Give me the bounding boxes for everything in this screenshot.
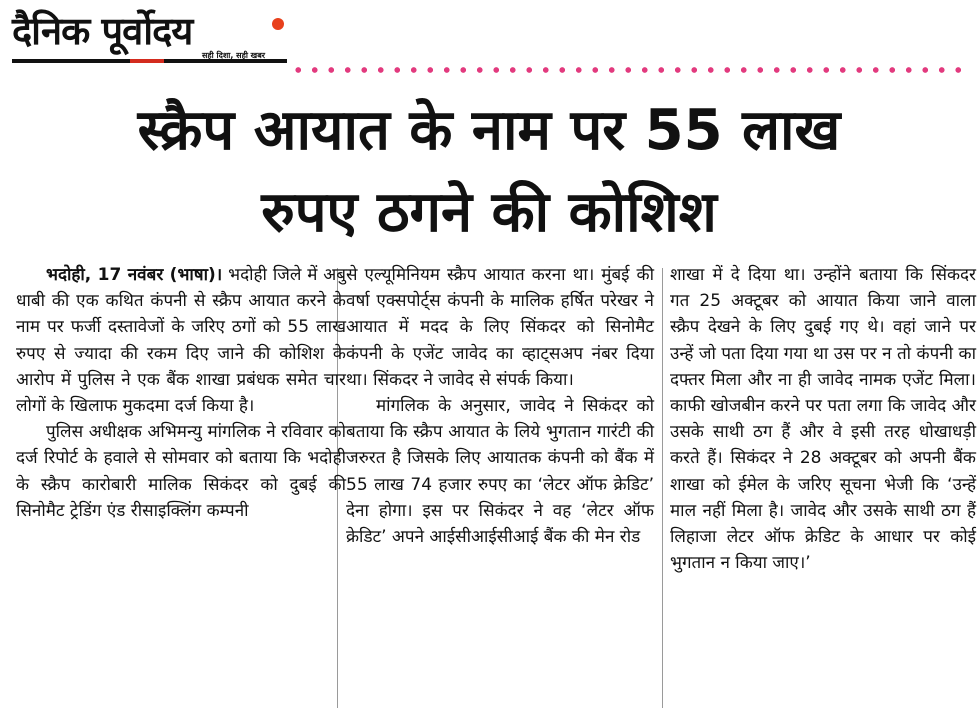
- article-column-1: [16, 262, 346, 524]
- article-column-3: [670, 262, 976, 576]
- article-paragraph: शाखा में दे दिया था। उन्होंने बताया कि सिंकदर गत 25 अक्टूबर को आयात किया जाने वाला स्क्रैप देखने के लिए दुबई गए थे। वहां जाने पर उन्हें जो पता दिया गया था उस पर न तो कंपनी का दफ्तर मिला और ना ही जावेद नामक एजेंट मिला। काफी खोजबीन करने पर पता लगा कि जावेद और उसके साथी ठग हैं और वे इसी तरह धोखाधड़ी करते हैं। सिकंदर ने 28 अक्टूबर को अपनी बैंक शाखा को ईमेल के जरिए सूचना भेजी कि ‘उन्हें माल नहीं मिला है। जावेद और उसके साथी ठग हैं लिहाजा लेटर ऑफ क्रेडिट के आधार पर कोई भुगतान न किया जाए।’: [670, 265, 976, 574]
- article-paragraph: [16, 262, 346, 419]
- headline-line-2: रुपए ठगने की कोशिश: [261, 180, 717, 245]
- newspaper-logo: दैनिक पूर्वोदय: [12, 9, 193, 53]
- article-paragraph: मांगलिक के अनुसार, जावेद ने सिकंदर को बताया कि स्क्रैप आयात के लिये भुगतान गारंटी की जरुरत है जिसके लिए आयातक कंपनी को बैंक में 55 लाख 74 हजार रुपए का ‘लेटर ऑफ क्रेडिट’ देना होगा। इस पर सिकंदर ने वह ‘लेटर ऑफ क्रेडिट’ अपने आईसीआईसीआई बैंक की मेन रोड: [346, 396, 654, 548]
- headline: [0, 90, 978, 254]
- logo-red-accent: [130, 59, 164, 63]
- column-divider: [662, 268, 663, 708]
- article-paragraph: पुलिस अधीक्षक अभिमन्यु मांगलिक ने रविवार को दर्ज रिपोर्ट के हवाले से सोमवार को बताया कि भदोही के स्क्रैप कारोबारी मालिक सिकंदर को दुबई की सिनोमैट ट्रेडिंग एंड रीसाइक्लिंग कम्पनी: [16, 422, 346, 521]
- masthead: [12, 6, 287, 72]
- paragraph-text: भदोही जिले में अबु धाबी की एक कथित कंपनी से स्क्रैप आयात करने के नाम पर फर्जी दस्तावेजों के जरिए ठगों को 55 लाख रुपए से ज्यादा की रकम दिए जाने की कोशिश के आरोप में पुलिस ने एक बैंक शाखा प्रबंधक समेत चार लोगों के खिलाफ मुकदमा दर्ज किया है।: [16, 265, 346, 417]
- dateline: भदोही, 17 नवंबर (भाषा)।: [46, 265, 223, 285]
- logo-dot-icon: [272, 18, 284, 30]
- tagline: सही दिशा, सही खबर: [202, 51, 266, 60]
- dotted-divider: [290, 66, 970, 74]
- headline-line-1: स्क्रैप आयात के नाम पर 55 लाख: [137, 98, 841, 163]
- article-paragraph: से एल्यूमिनियम स्क्रैप आयात करना था। मुंबई की वर्षा एक्सपोर्ट्स कंपनी के मालिक हर्षित परेखर ने आयात में मदद के लिए सिंकदर को सिनोमैट कंपनी के एजेंट जावेद का व्हाट्सअप नंबर दिया था। सिंकदर ने जावेद से संपर्क किया।: [346, 265, 654, 390]
- article-column-2: [346, 262, 654, 550]
